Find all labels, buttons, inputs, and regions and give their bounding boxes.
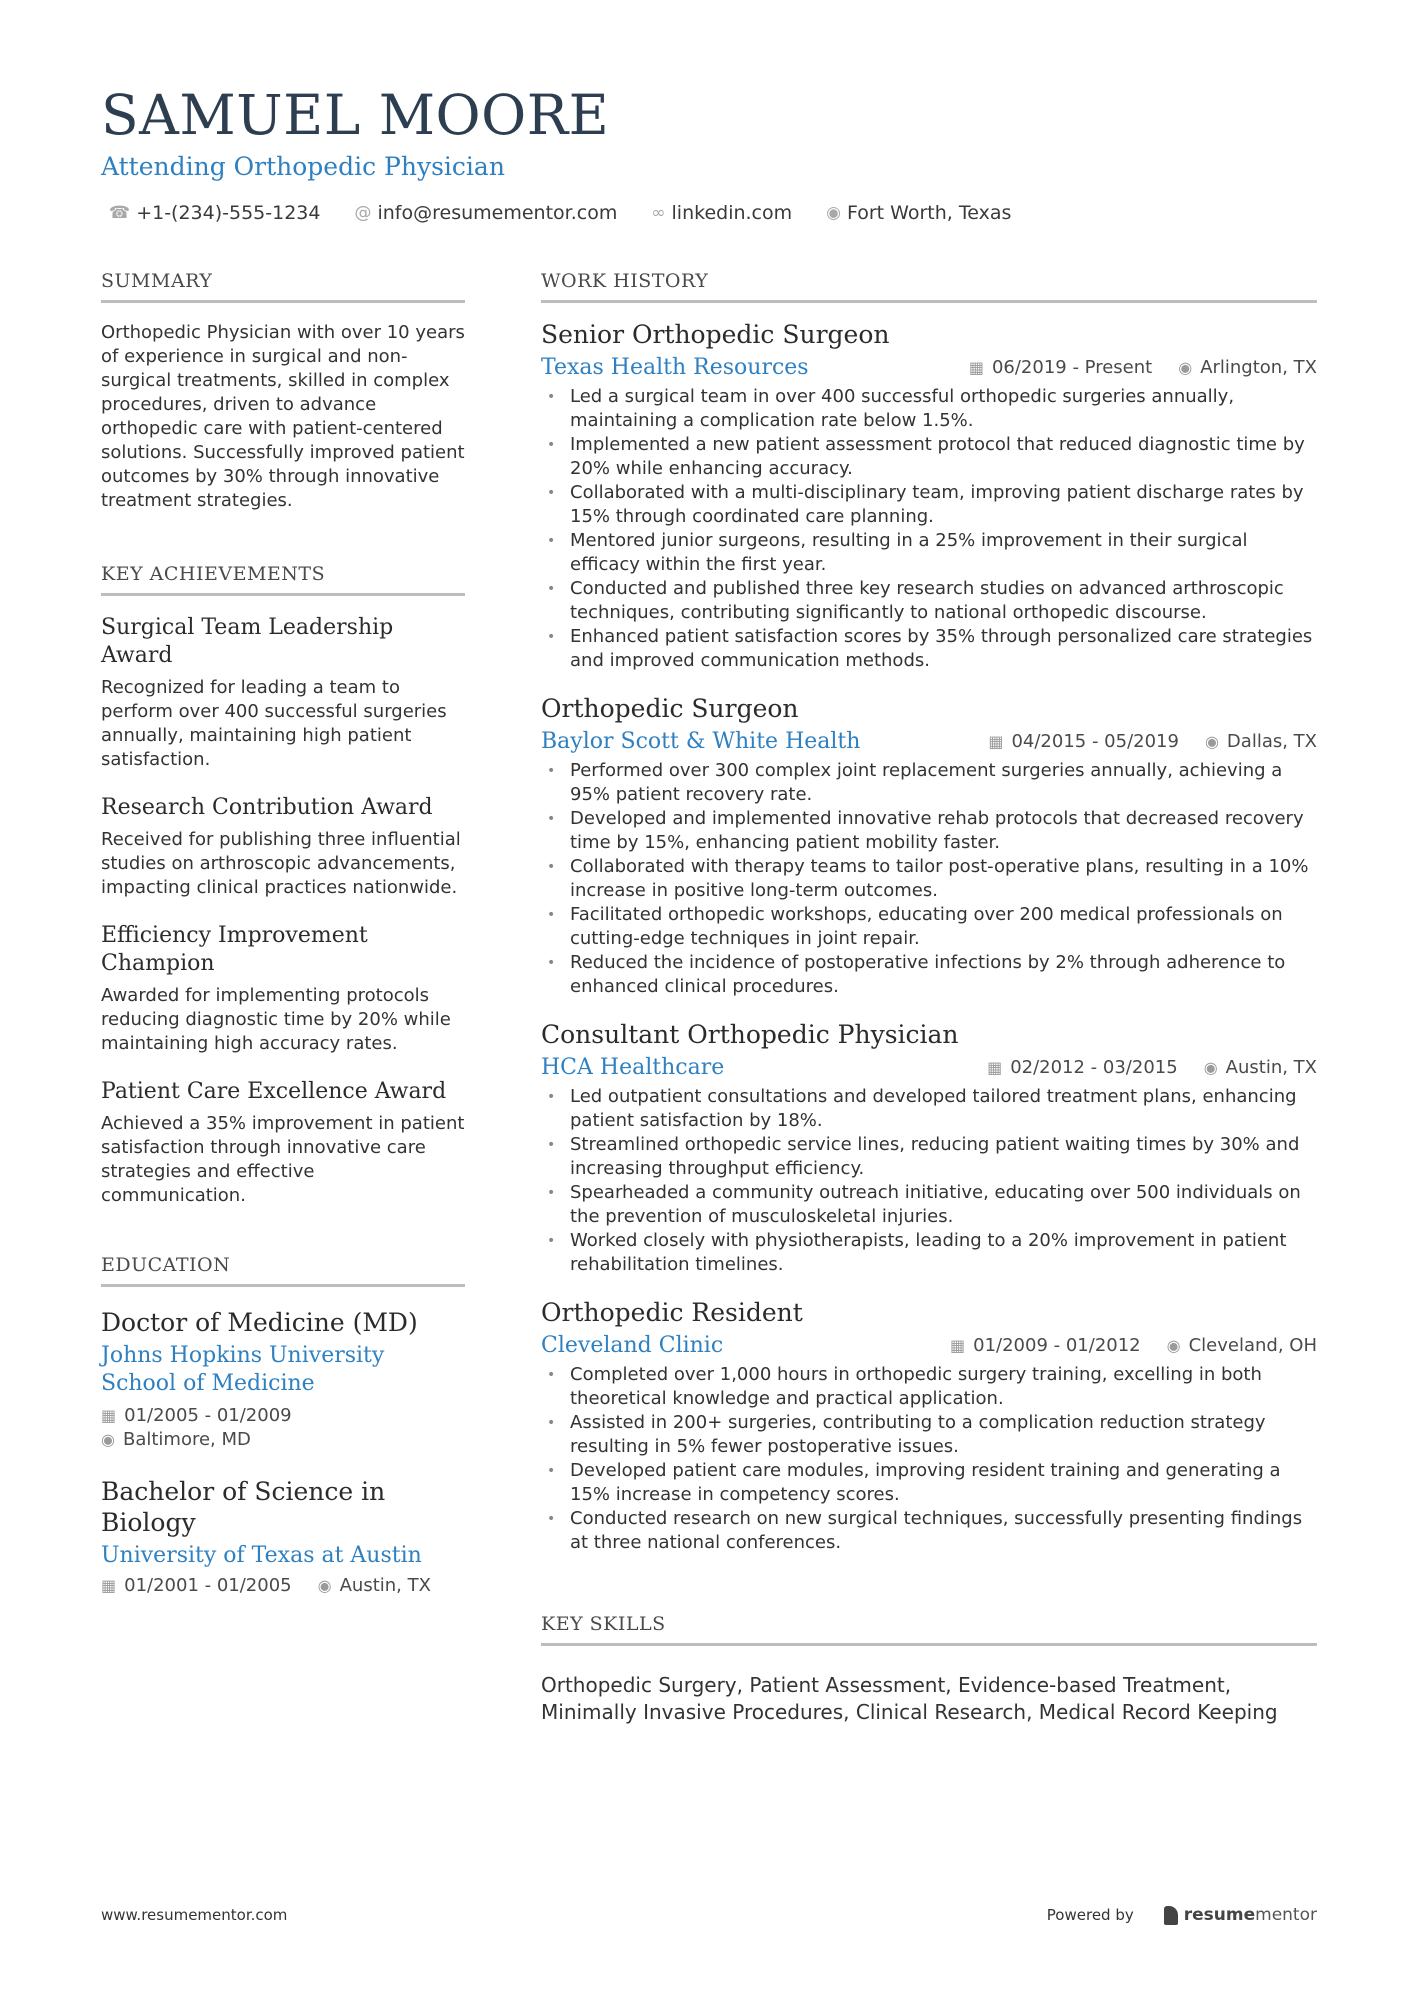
job-dates — [969, 356, 1152, 380]
linkedin-text[interactable]: linkedin.com — [671, 202, 793, 224]
powered-by — [1047, 1905, 1317, 1925]
footer-website[interactable]: www.resumementor.com — [101, 1906, 288, 1924]
contact-phone — [101, 202, 320, 224]
job-bullet: • Performed over 300 complex joint replacement surgeries annually, achieving a 95% patient recovery rate. — [541, 759, 1317, 807]
achievement-desc: Awarded for implementing protocols reducing diagnostic time by 20% while maintaining high accuracy rates. — [101, 985, 451, 1054]
achievement-desc: Recognized for leading a team to perform over 400 successful surgeries annually, maintaining high patient satisfaction. — [101, 677, 447, 770]
brand-name-part2: mentor — [1255, 1905, 1317, 1925]
job-title: Consultant Orthopedic Physician — [541, 1020, 959, 1049]
brand-name-part1: resume — [1183, 1905, 1256, 1925]
contact-location — [818, 202, 1011, 224]
company-name: HCA Healthcare — [541, 1055, 725, 1080]
at-icon: @ — [354, 203, 372, 223]
job-bullet: • Assisted in 200+ surgeries, contributing to a complication reduction strategy resulting in 5% fewer postoperative issues. — [541, 1411, 1317, 1459]
section-heading-education: EDUCATION — [101, 1252, 465, 1287]
education-meta — [101, 1574, 465, 1598]
achievement-desc: Received for publishing three influential studies on arthroscopic advancements, impacting clinical practices nationwide. — [101, 829, 461, 898]
job-bullet: • Reduced the incidence of postoperative infections by 2% through adherence to enhanced clinical procedures. — [541, 951, 1317, 999]
left-column — [101, 268, 465, 1598]
location-text: Dallas, TX — [1226, 731, 1317, 752]
calendar-icon: ▦ — [988, 732, 1004, 751]
job-meta-line — [541, 1331, 1317, 1361]
job-dates — [988, 730, 1179, 754]
location-text: Fort Worth, Texas — [846, 202, 1012, 224]
skills-section — [541, 1611, 1317, 1726]
summary-section — [101, 268, 465, 513]
job-entry — [541, 1297, 1317, 1555]
calendar-icon: ▦ — [968, 358, 984, 377]
job-meta-line — [541, 353, 1317, 383]
calendar-icon: ▦ — [950, 1336, 966, 1355]
location-icon: ◉ — [317, 1576, 332, 1595]
achievement-desc: Achieved a 35% improvement in patient satisfaction through innovative care strategies and effective communication. — [101, 1113, 465, 1206]
achievement-title: Patient Care Excellence Award — [101, 1079, 447, 1104]
job-bullet: • Conducted and published three key research studies on advanced arthroscopic techniques, contributing significantly to national orthopedic discourse. — [541, 577, 1317, 625]
achievement-title: Surgical Team Leadership Award — [101, 615, 394, 668]
link-icon: ∞ — [651, 203, 666, 223]
job-location — [1167, 1334, 1317, 1358]
job-meta — [987, 1056, 1317, 1080]
job-bullet: • Developed and implemented innovative rehab protocols that decreased recovery time by 15%, enhancing patient mobility faster. — [541, 807, 1317, 855]
job-bullet: • Enhanced patient satisfaction scores by 35% through personalized care strategies and improved communication methods. — [541, 625, 1317, 673]
location-icon: ◉ — [1204, 732, 1219, 751]
education-dates — [101, 1574, 292, 1598]
job-bullet: • Collaborated with therapy teams to tailor post-operative plans, resulting in a 10% increase in positive long-term outcomes. — [541, 855, 1317, 903]
brand-logo[interactable] — [1164, 1905, 1317, 1925]
education-location — [101, 1428, 465, 1452]
dates-text: 02/2012 - 03/2015 — [1010, 1057, 1178, 1078]
calendar-icon: ▦ — [101, 1576, 117, 1595]
company-name: Cleveland Clinic — [541, 1333, 724, 1358]
job-bullet: • Worked closely with physiotherapists, leading to a 20% improvement in patient rehabilitation timelines. — [541, 1229, 1317, 1277]
candidate-name: SAMUEL MOORE — [101, 83, 610, 147]
candidate-title: Attending Orthopedic Physician — [101, 152, 505, 181]
education-dates — [101, 1404, 465, 1428]
achievement-item — [101, 1078, 465, 1208]
section-heading-achievements: KEY ACHIEVEMENTS — [101, 561, 465, 596]
email-text[interactable]: info@resumementor.com — [377, 202, 618, 224]
job-bullet: • Conducted research on new surgical techniques, successfully presenting findings at three national conferences. — [541, 1507, 1317, 1555]
right-column — [541, 268, 1317, 1726]
job-title: Senior Orthopedic Surgeon — [541, 320, 890, 349]
job-bullets — [541, 385, 1317, 673]
job-bullets — [541, 1363, 1317, 1555]
section-heading-skills: KEY SKILLS — [541, 1611, 1317, 1646]
location-icon: ◉ — [101, 1430, 115, 1449]
job-title: Orthopedic Surgeon — [541, 694, 799, 723]
school-name: University of Texas at Austin — [101, 1543, 422, 1568]
contact-linkedin[interactable] — [643, 202, 792, 224]
job-dates — [987, 1056, 1178, 1080]
job-location — [1178, 356, 1317, 380]
location-icon: ◉ — [1166, 1336, 1181, 1355]
achievement-title: Research Contribution Award — [101, 795, 433, 820]
degree-title: Bachelor of Science in Biology — [101, 1477, 386, 1537]
powered-by-label: Powered by — [1046, 1906, 1134, 1924]
dates-text: 01/2001 - 01/2005 — [124, 1575, 292, 1596]
school-name: Johns Hopkins University School of Medicine — [101, 1343, 385, 1396]
location-text: Baltimore, MD — [122, 1429, 251, 1450]
dates-text: 06/2019 - Present — [991, 357, 1153, 378]
phone-icon: ☎ — [109, 203, 131, 223]
job-bullet: • Led a surgical team in over 400 successful orthopedic surgeries annually, maintaining a complication rate below 1.5%. — [541, 385, 1317, 433]
job-meta — [950, 1334, 1317, 1358]
dates-text: 01/2005 - 01/2009 — [124, 1405, 292, 1426]
job-meta — [969, 356, 1317, 380]
location-icon: ◉ — [826, 203, 841, 223]
education-section — [101, 1252, 465, 1598]
resume-header — [101, 82, 1321, 224]
job-bullet: • Developed patient care modules, improving resident training and generating a 15% increase in competency scores. — [541, 1459, 1317, 1507]
job-bullet: • Led outpatient consultations and developed tailored treatment plans, enhancing patient satisfaction by 18%. — [541, 1085, 1317, 1133]
location-icon: ◉ — [1203, 1058, 1218, 1077]
job-location — [1204, 1056, 1317, 1080]
brand-logo-icon — [1164, 1906, 1178, 1925]
job-bullet: • Mentored junior surgeons, resulting in a 25% improvement in their surgical efficacy within the first year. — [541, 529, 1317, 577]
location-text: Arlington, TX — [1200, 357, 1317, 378]
job-entry — [541, 1019, 1317, 1277]
job-bullets — [541, 1085, 1317, 1277]
job-meta-line — [541, 1053, 1317, 1083]
job-entry — [541, 693, 1317, 999]
job-bullet: • Completed over 1,000 hours in orthopedic surgery training, excelling in both theoretical knowledge and practical application. — [541, 1363, 1317, 1411]
section-heading-work: WORK HISTORY — [541, 268, 1317, 303]
company-name: Texas Health Resources — [541, 355, 809, 380]
job-bullet: • Collaborated with a multi-disciplinary team, improving patient discharge rates by 15% through coordinated care planning. — [541, 481, 1317, 529]
section-heading-summary: SUMMARY — [101, 268, 465, 303]
job-meta-line — [541, 727, 1317, 757]
job-title: Orthopedic Resident — [541, 1298, 803, 1327]
summary-text: Orthopedic Physician with over 10 years of experience in surgical and non-surgical treatments, skilled in complex procedures, driven to advance orthopedic care with patient-centered solutions. Successfully improved patient outcomes by 30% through innovative treatment strategies. — [101, 322, 465, 511]
achievements-section — [101, 561, 465, 1208]
achievement-item — [101, 794, 465, 900]
achievement-title: Efficiency Improvement Champion — [101, 923, 368, 976]
achievement-item — [101, 922, 465, 1056]
job-location — [1205, 730, 1317, 754]
job-bullet: • Spearheaded a community outreach initiative, educating over 500 individuals on the prevention of musculoskeletal injuries. — [541, 1181, 1317, 1229]
education-location — [318, 1574, 431, 1598]
job-bullet: • Streamlined orthopedic service lines, reducing patient waiting times by 30% and increasing throughput efficiency. — [541, 1133, 1317, 1181]
dates-text: 04/2015 - 05/2019 — [1011, 731, 1179, 752]
contact-email[interactable] — [346, 202, 617, 224]
education-item — [101, 1476, 465, 1598]
job-bullet: • Facilitated orthopedic workshops, educating over 200 medical professionals on cutting-edge techniques in joint repair. — [541, 903, 1317, 951]
page-footer — [101, 1905, 1317, 1925]
dates-text: 01/2009 - 01/2012 — [973, 1335, 1141, 1356]
job-meta — [988, 730, 1317, 754]
location-text: Austin, TX — [1225, 1057, 1317, 1078]
achievement-item — [101, 614, 465, 772]
location-text: Cleveland, OH — [1188, 1335, 1317, 1356]
job-dates — [950, 1334, 1141, 1358]
job-bullet: • Implemented a new patient assessment protocol that reduced diagnostic time by 20% while enhancing accuracy. — [541, 433, 1317, 481]
phone-text: +1-(234)-555-1234 — [136, 202, 321, 224]
education-item — [101, 1307, 465, 1452]
location-text: Austin, TX — [339, 1575, 431, 1596]
calendar-icon: ▦ — [987, 1058, 1003, 1077]
job-entry — [541, 319, 1317, 673]
company-name: Baylor Scott & White Health — [541, 729, 861, 754]
calendar-icon: ▦ — [101, 1406, 117, 1425]
skills-text: Orthopedic Surgery, Patient Assessment, Evidence-based Treatment, Minimally Invasive Procedures, Clinical Research, Medical Record Keeping — [541, 1673, 1278, 1724]
contact-bar — [101, 202, 1321, 224]
location-icon: ◉ — [1178, 358, 1193, 377]
degree-title: Doctor of Medicine (MD) — [101, 1308, 418, 1337]
job-bullets — [541, 759, 1317, 999]
